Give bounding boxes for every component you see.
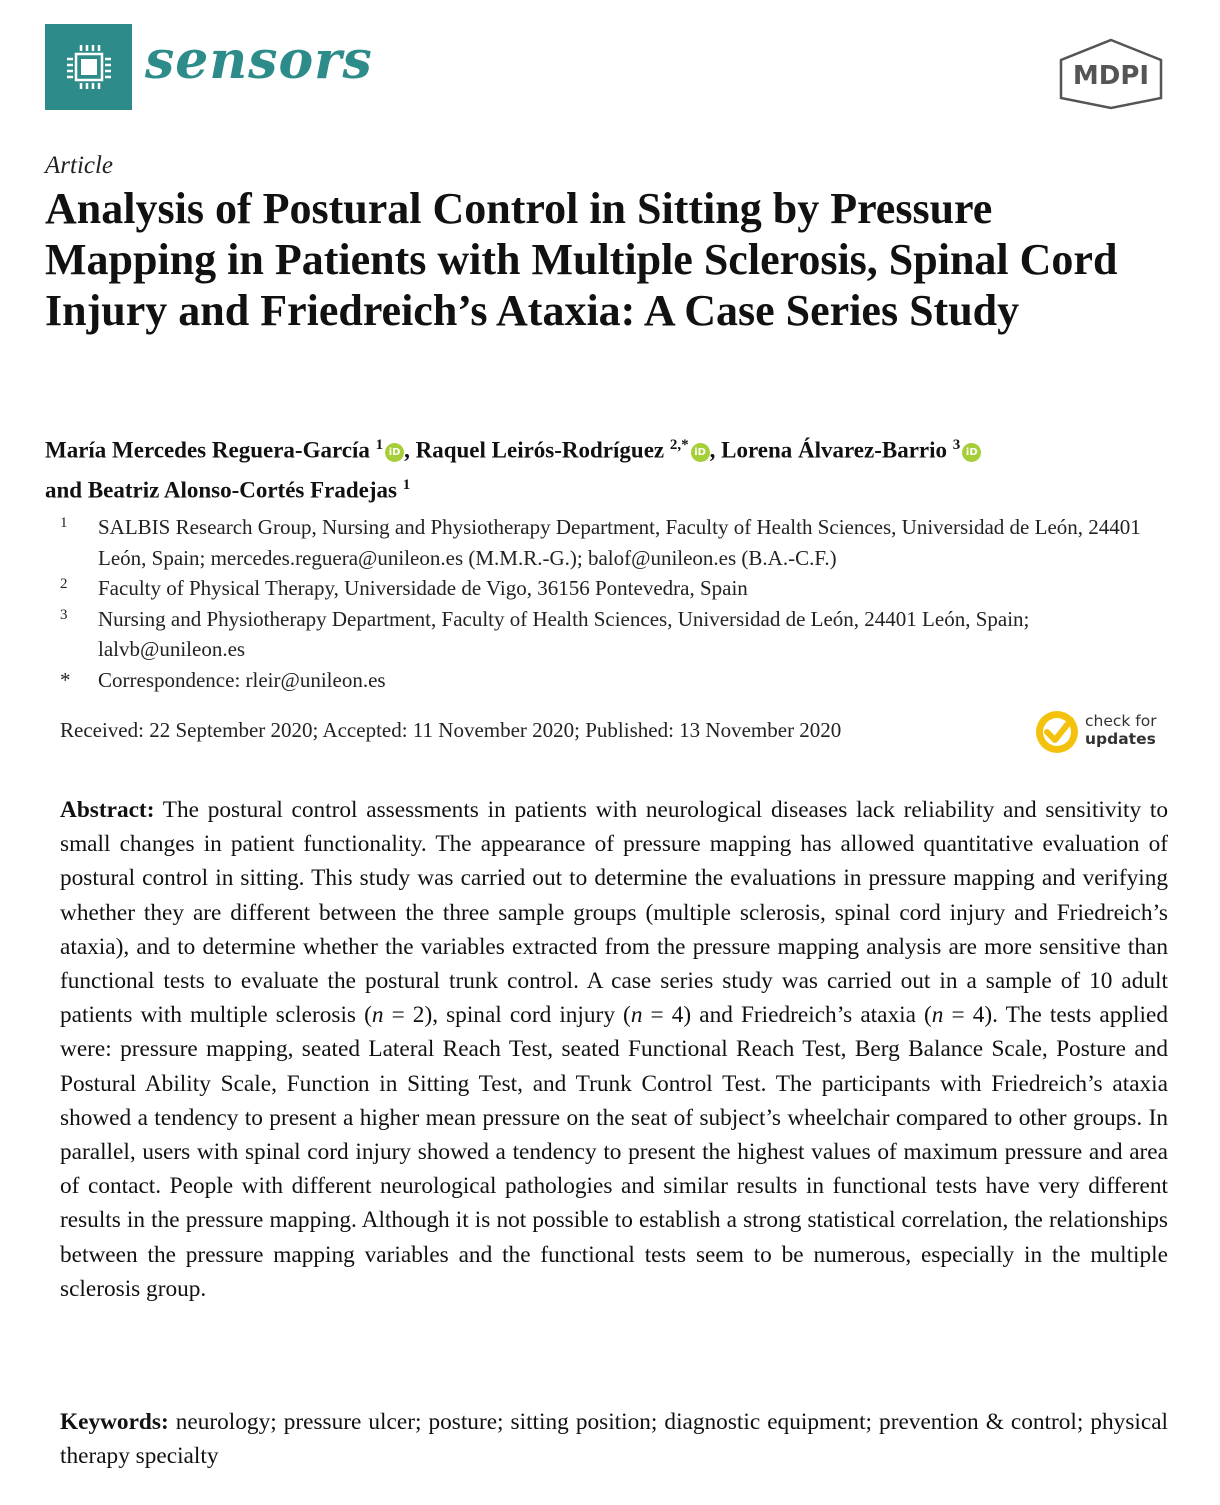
affiliation-number: 1 xyxy=(60,515,68,531)
check-for-updates-button[interactable] xyxy=(1035,710,1170,756)
author-affil-sup: 2,* xyxy=(669,437,689,453)
author-list xyxy=(45,428,1175,507)
affiliation-number: 2 xyxy=(60,576,68,592)
orcid-icon[interactable]: iD xyxy=(385,443,404,462)
journal-name: sensors xyxy=(145,30,373,91)
affiliation-text: SALBIS Research Group, Nursing and Physiotherapy Department, Faculty of Health Sciences, Universidad de León, 24401 León, Spain; mercedes.reguera@unileon.es (M.M.R.-G.); balof@unileon.es (B.A.-C.F.) xyxy=(98,515,1141,570)
orcid-icon[interactable]: iD xyxy=(691,443,710,462)
affiliation-number: 3 xyxy=(60,606,68,623)
abstract: Abstract: The postural control assessments in patients with neurological diseases lack reliability and sensitivity to small changes in patient functionality. The appearance of pressure mapping has allowed quantitative evaluation of postural control in sitting. This study was carried out to determine the evaluations in pressure mapping and verifying whether they are different between the three sample groups (multiple sclerosis, spinal cord injury and Friedreich’s ataxia), and to determine whether the variables extracted from the pressure mapping analysis are more sensitive than functional tests to evaluate the postural trunk control. A case series study was carried out in a sample of 10 adult patients with multiple sclerosis (n = 2), spinal cord injury (n = 4) and Friedreich’s ataxia (n = 4). The tests applied were: pressure mapping, seated Lateral Reach Test, seated Functional Reach Test, Berg Balance Scale, Posture and Postural Ability Scale, Function in Sitting Test, and Trunk Control Test. The participants with Friedreich’s ataxia showed a tendency to present a higher mean pressure on the seat of subject’s wheelchair compared to other groups. In parallel, users with spinal cord injury showed a tendency to present the highest values of maximum pressure and area of contact. People with different neurological pathologies and similar results in functional tests have very different results in the pressure mapping. Although it is not possible to establish a strong statistical correlation, the relationships between the pressure mapping variables and the functional tests seem to be numerous, especially in the multiple sclerosis group. xyxy=(60,797,1169,1302)
publication-dates: Received: 22 September 2020; Accepted: 11 November 2020; Published: 13 November 2020 xyxy=(60,718,842,742)
author-separator: , xyxy=(404,437,416,463)
affiliation-item xyxy=(60,573,1170,604)
author-name[interactable]: Lorena Álvarez-Barrio xyxy=(721,437,948,463)
author-affil-sup: 1 xyxy=(402,476,411,493)
sensors-logo-icon xyxy=(45,24,132,110)
keywords-label: Keywords: xyxy=(60,1409,169,1435)
keywords xyxy=(60,1405,1168,1473)
author-name[interactable]: María Mercedes Reguera-García xyxy=(45,437,370,463)
author-separator: and xyxy=(45,477,83,503)
paper-title: Analysis of Postural Control in Sitting by Pressure Mapping in Patients with Multiple Sclerosis, Spinal Cord Injury and Friedreich’s Ataxia: A Case Series Study xyxy=(45,184,1118,335)
author-name[interactable]: Beatriz Alonso-Cortés Fradejas xyxy=(87,477,397,503)
checkmark-badge-icon xyxy=(1035,710,1079,754)
author-affil-sup: 1 xyxy=(375,437,384,453)
correspondence-text: Correspondence: rleir@unileon.es xyxy=(98,667,386,692)
journal-header xyxy=(45,24,1165,114)
orcid-icon[interactable]: iD xyxy=(962,443,981,462)
author-separator: , xyxy=(709,437,722,463)
affiliation-item xyxy=(60,512,1170,573)
check-updates-label: check for updates xyxy=(1085,712,1157,748)
author-name[interactable]: Raquel Leirós-Rodríguez xyxy=(415,437,665,463)
affiliation-number: * xyxy=(60,667,71,692)
affiliation-item xyxy=(60,665,1170,696)
article-type: Article xyxy=(45,152,114,179)
affiliation-item xyxy=(60,604,1170,665)
author-affil-sup: 3 xyxy=(952,437,961,453)
affiliation-list xyxy=(60,512,1170,695)
keywords-text: neurology; pressure ulcer; posture; sitting position; diagnostic equipment; prevention & control; physical therapy specialty xyxy=(60,1409,1169,1470)
affiliation-text: Faculty of Physical Therapy, Universidade de Vigo, 36156 Pontevedra, Spain xyxy=(98,576,748,600)
mdpi-logo-icon xyxy=(1057,38,1165,110)
svg-text:MDPI: MDPI xyxy=(1072,61,1150,91)
affiliation-text: Nursing and Physiotherapy Department, Faculty of Health Sciences, Universidad de León, 24401 León, Spain; lalvb@unileon.es xyxy=(98,606,1030,661)
abstract-label: Abstract: xyxy=(60,797,155,823)
